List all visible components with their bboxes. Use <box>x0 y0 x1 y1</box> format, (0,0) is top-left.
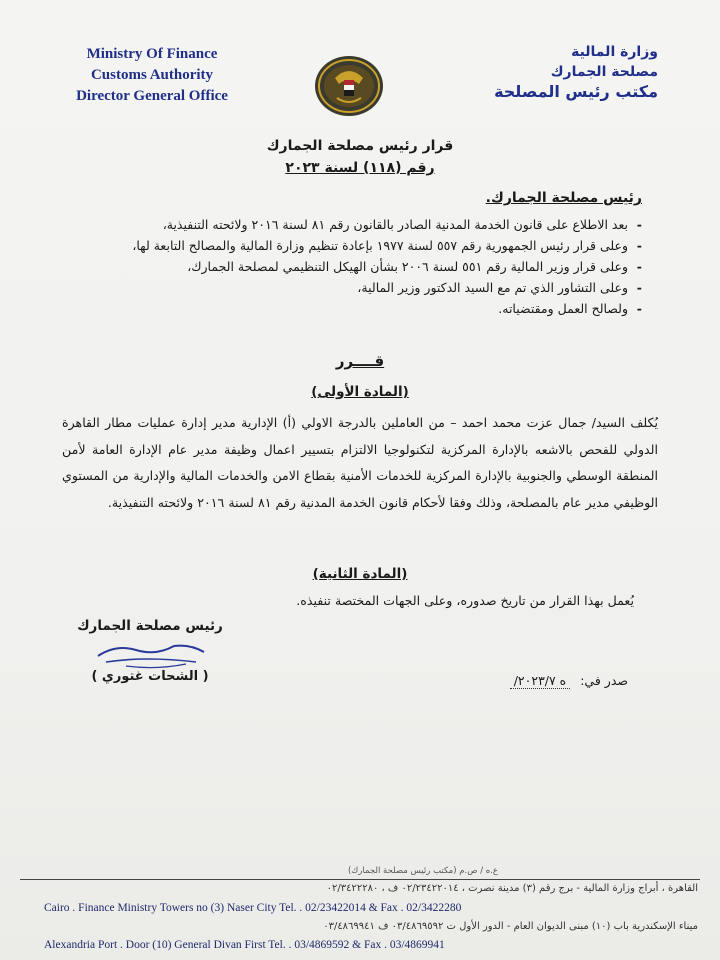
egypt-eagle-seal-icon <box>313 54 385 118</box>
article-2-heading: (المادة الثانية) <box>312 566 408 582</box>
ministry-name-ar: وزارة المالية <box>571 44 658 60</box>
recital-item: - وعلى التشاور الذي تم مع السيد الدكتور وزير المالية، <box>80 277 642 298</box>
handwritten-signature-icon <box>86 636 216 672</box>
recitals-list <box>80 214 642 319</box>
header-english <box>62 44 242 107</box>
decree-number: رقم (١١٨) لسنة ٢٠٢٣ <box>285 160 435 176</box>
signatory-title: رئيس مصلحة الجمارك <box>77 618 223 634</box>
office-name-ar: مكتب رئيس المصلحة <box>494 82 658 101</box>
recital-item: - ولصالح العمل ومقتضياته. <box>80 298 642 319</box>
ministry-name-en: Ministry Of Finance <box>86 46 218 62</box>
footer-divider <box>20 879 700 880</box>
authority-name-ar: مصلحة الجمارك <box>550 64 658 80</box>
issued-label: صدر في: <box>576 673 628 688</box>
authority-name-en: Customs Authority <box>90 67 214 83</box>
article-2-text: يُعمل بهذا القرار من تاريخ صدوره، وعلى الجهات المختصة تنفيذه. <box>296 593 634 608</box>
alexandria-address-en: Alexandria Port . Door (10) General Divan First Tel. . 03/4869592 & Fax . 03/4869941 <box>44 939 445 951</box>
cairo-address-en: Cairo . Finance Ministry Towers no (3) Naser City Tel. . 02/23422014 & Fax . 02/3422280 <box>44 902 462 914</box>
decided-heading: قــــرر <box>335 352 385 370</box>
recital-item: - بعد الاطلاع على قانون الخدمة المدنية الصادر بالقانون رقم ٨١ لسنة ٢٠١٦ ولائحته التنفيذية، <box>80 214 642 235</box>
alexandria-address-ar: ميناء الإسكندرية باب (١٠) مبنى الديوان العام - الدور الأول ت ٠٣/٤٨٦٩٥٩٢ ف ٠٣/٤٨٦٩٩٤١ <box>323 921 698 932</box>
issued-date-line <box>510 673 628 689</box>
office-name-en: Director General Office <box>76 88 228 104</box>
decree-title: قرار رئيس مصلحة الجمارك <box>266 138 454 154</box>
article-1-text: يُكلف السيد/ جمال عزت محمد احمد – من العاملين بالدرجة الاولي (أ) الإدارية مدير إدارة عمليات مطار القاهرة الدولي للفحص بالاشعه بالإدارة المركزية لتكنولوجيا الالتزام بتسيير اعمال وظيفة مدير عام الإدارة العامة لأمن المنطقة الوسطي والجنوبية بالإدارة المركزية للخدمات الأمنية بقطاع الامن والخدمات المالية والإدارية من المستوي الوظيفي مدير عام بالمصلحة، وذلك وفقا لأحكام قانون الخدمة المدنية رقم ٨١ لسنة ٢٠١٦ ولائحته التنفيذية. <box>62 415 658 510</box>
header-arabic <box>458 42 658 102</box>
article-1-heading: (المادة الأولى) <box>311 384 409 400</box>
filing-note: ع.ه / ص.م (مكتب رئيس مصلحة الجمارك) <box>347 866 498 876</box>
cairo-address-ar: القاهرة ، أبراج وزارة المالية - برج رقم (٣) مدينة نصرت ، ٠٢/٢٣٤٢٢٠١٤ ف ، ٠٢/٣٤٢٢٢٨٠ <box>326 883 698 894</box>
preamble-heading: رئيس مصلحة الجمارك. <box>485 190 642 206</box>
issued-date: ه ٢٠٢٣/٧/ <box>510 673 571 689</box>
recital-item: - وعلى قرار رئيس الجمهورية رقم ٥٥٧ لسنة ١٩٧٧ بإعادة تنظيم وزارة المالية والمصالح التابعة لها، <box>80 235 642 256</box>
signatory-name: ( الشحات غتوري ) <box>91 669 209 684</box>
recital-item: - وعلى قرار وزير المالية رقم ٥٥١ لسنة ٢٠٠٦ بشأن الهيكل التنظيمي لمصلحة الجمارك، <box>80 256 642 277</box>
